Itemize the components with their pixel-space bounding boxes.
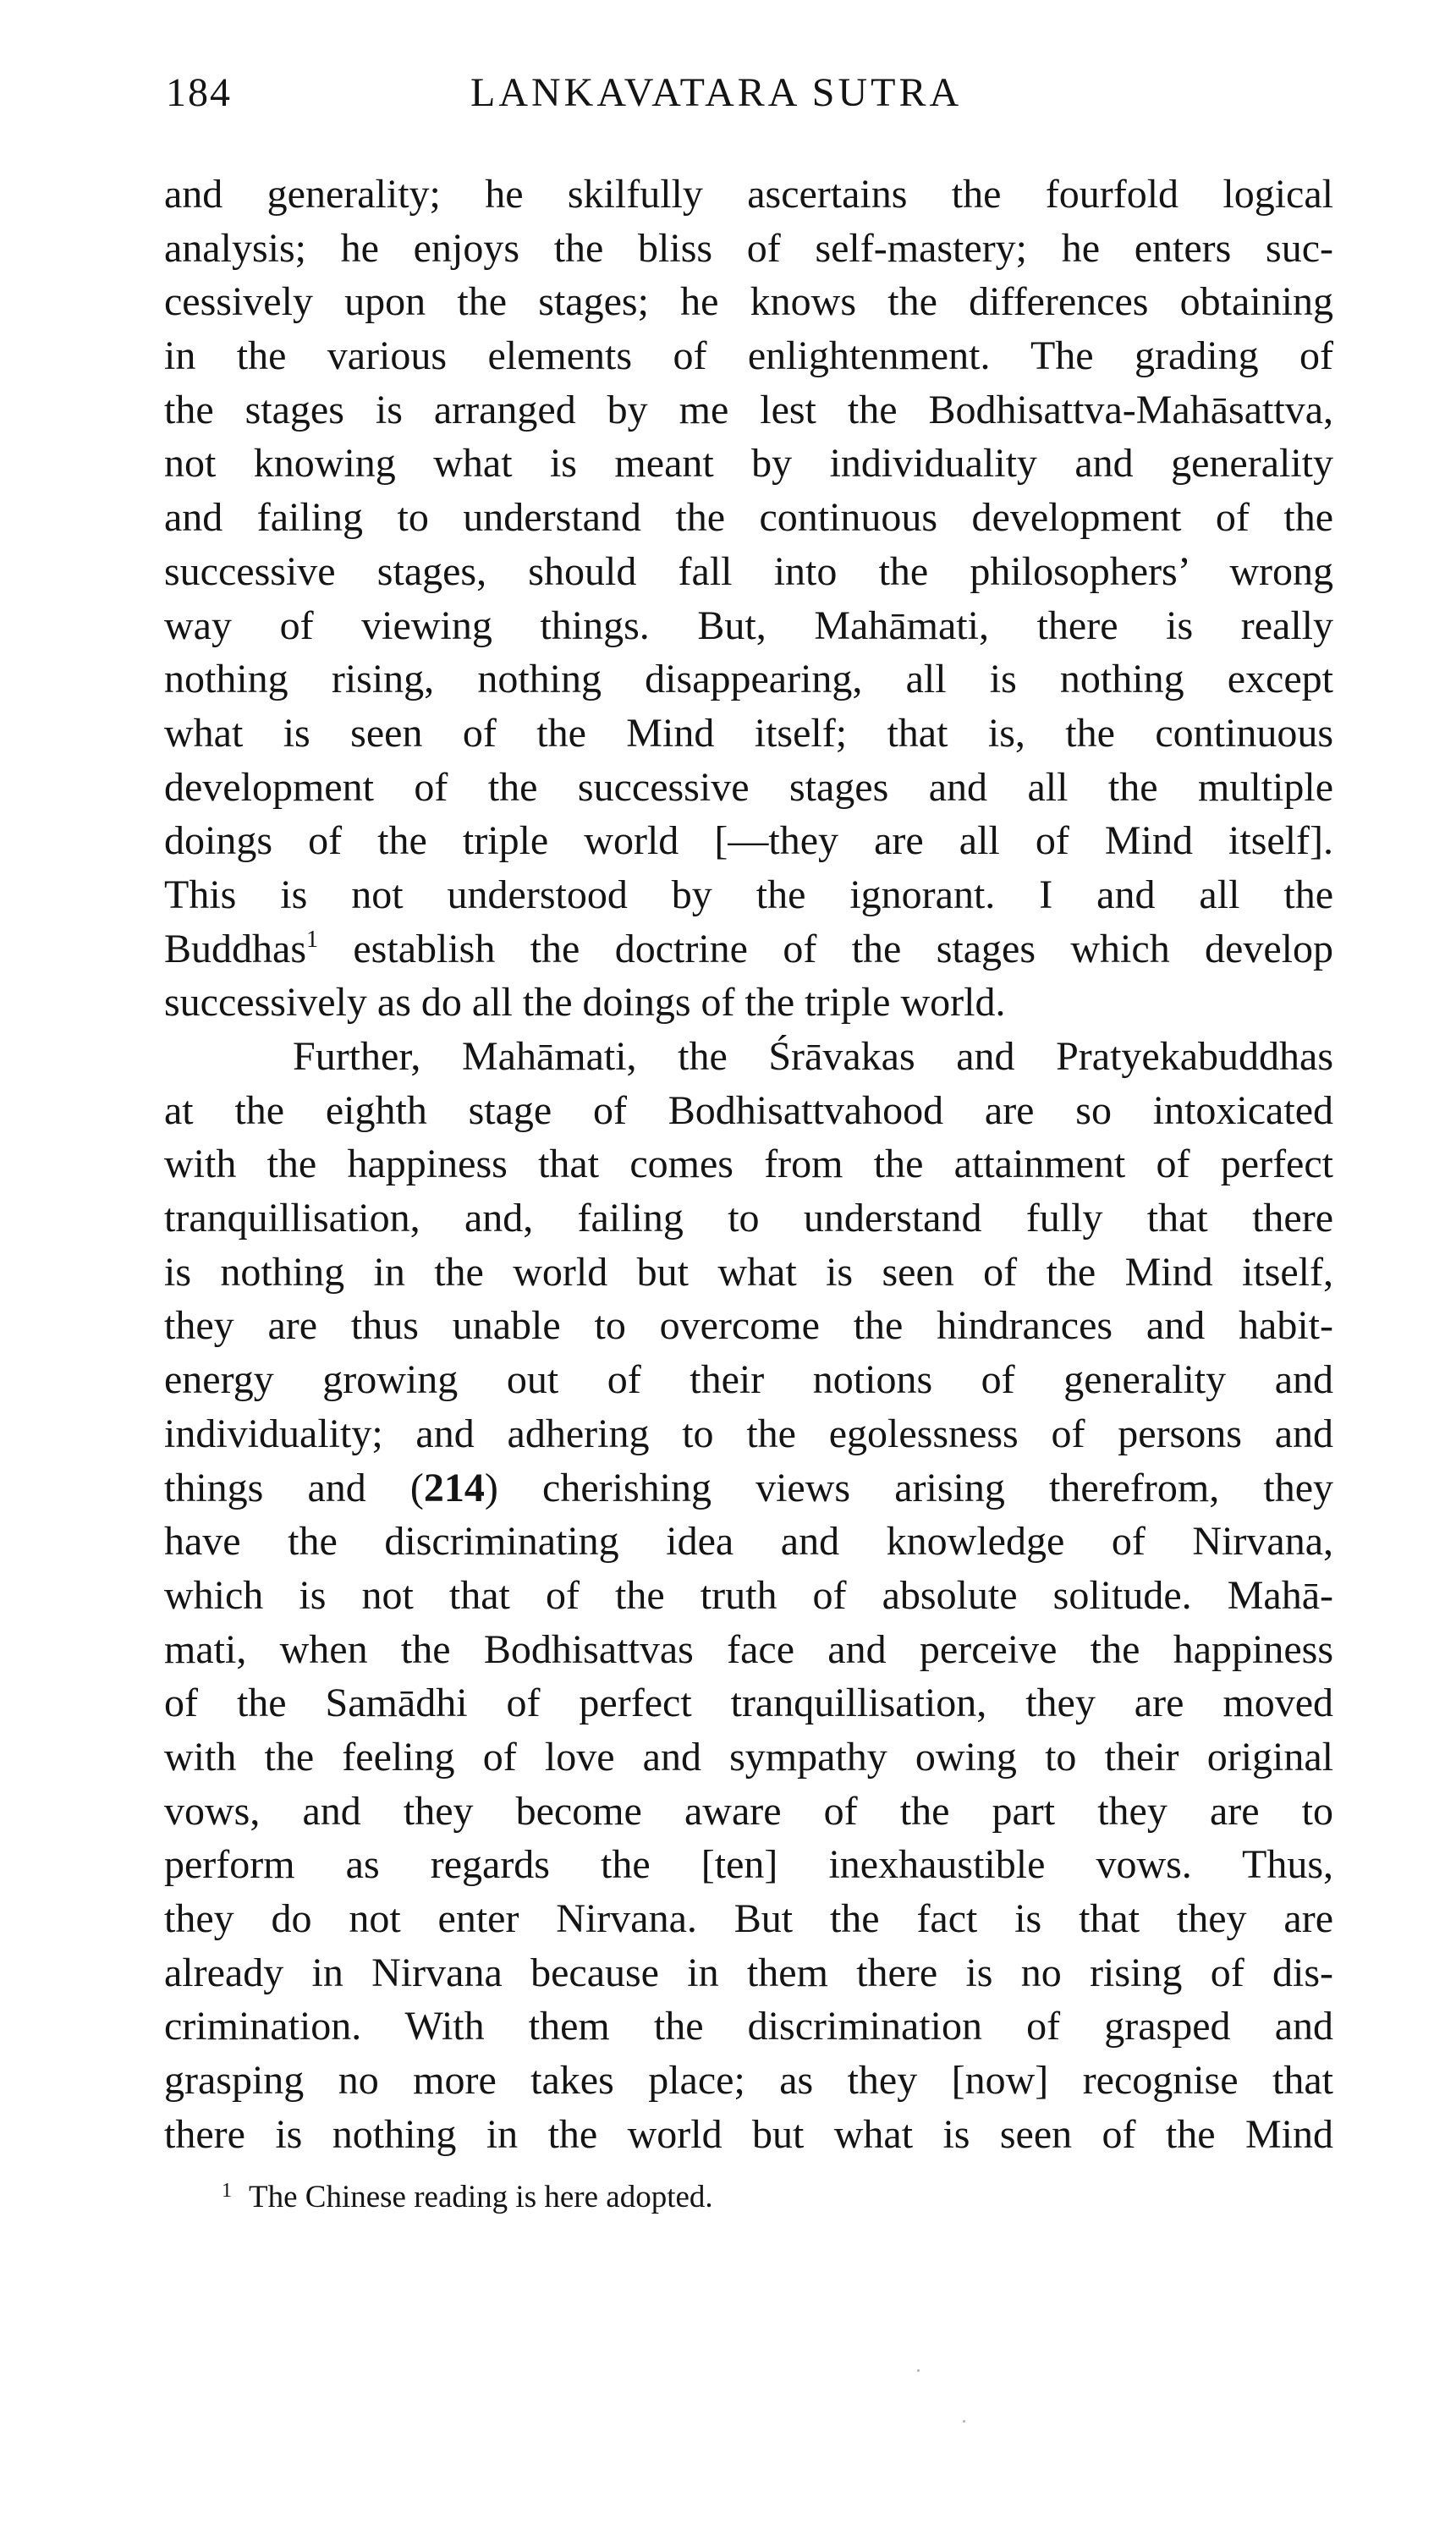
text-line: way of viewing things. But, Mahāmati, there is really [164, 602, 1333, 648]
text-segment: establish the doctrine of the stages which develop [318, 926, 1333, 971]
text-line: not knowing what is meant by individuality and generality [164, 441, 1333, 487]
text-line: what is seen of the Mind itself; that is, the continuous [164, 710, 1333, 756]
text-line: vows, and they become aware of the part they are to [164, 1788, 1333, 1834]
text-line: analysis; he enjoys the bliss of self-mastery; he enters suc- [164, 225, 1333, 271]
footnote-marker: 1 [222, 2180, 232, 2202]
text-line-with-footnote-ref [164, 922, 1333, 976]
text-line: with the happiness that comes from the attainment of perfect [164, 1141, 1333, 1187]
text-line: they do not enter Nirvana. But the fact is that they are [164, 1896, 1333, 1941]
text-line: successively as do all the doings of the triple world. [164, 980, 1006, 1026]
text-line: is nothing in the world but what is seen of the Mind itself, [164, 1249, 1333, 1295]
text-line: mati, when the Bodhisattvas face and perceive the happiness [164, 1626, 1333, 1672]
text-line: of the Samādhi of perfect tranquillisation, they are moved [164, 1681, 1333, 1726]
text-line: they are thus unable to overcome the hindrances and habit- [164, 1303, 1333, 1349]
text-line: which is not that of the truth of absolute solitude. Mahā- [164, 1572, 1333, 1618]
text-line: development of the successive stages and all the multiple [164, 764, 1333, 810]
page-number: 184 [166, 70, 232, 115]
text-line: perform as regards the [ten] inexhaustible vows. Thus, [164, 1842, 1333, 1888]
text-line: successive stages, should fall into the philosophers’ wrong [164, 548, 1333, 594]
scan-speck [963, 2420, 965, 2423]
running-title: LANKAVATARA SUTRA [470, 70, 963, 115]
text-line: and failing to understand the continuous development of the [164, 495, 1333, 541]
text-segment: ) cherishing views arising therefrom, they [484, 1465, 1333, 1510]
text-line: doings of the triple world [—they are all of Mind itself]. [164, 818, 1333, 864]
text-line: and generality; he skilfully ascertains the fourfold logical [164, 172, 1333, 217]
text-line: nothing rising, nothing disappearing, all is nothing except [164, 657, 1333, 702]
text-line: have the discriminating idea and knowledge of Nirvana, [164, 1519, 1333, 1565]
text-line: the stages is arranged by me lest the Bodhisattva-Mahāsattva, [164, 387, 1333, 432]
footnote-text: The Chinese reading is here adopted. [249, 2180, 713, 2214]
text-line: tranquillisation, and, failing to understand fully that there [164, 1196, 1333, 1241]
text-segment: Buddhas [164, 926, 306, 971]
scan-speck [917, 2369, 920, 2372]
running-head [166, 69, 1333, 129]
text-line: already in Nirvana because in them there is no rising of dis- [164, 1950, 1333, 1995]
text-line: energy growing out of their notions of generality and [164, 1357, 1333, 1403]
sanskrit-page-number: 214 [423, 1465, 485, 1510]
text-line: crimination. With them the discrimination of grasped and [164, 2004, 1333, 2049]
text-line: This is not understood by the ignorant. I and all the [164, 872, 1333, 917]
text-segment: things and ( [164, 1465, 424, 1510]
text-line: in the various elements of enlightenment. The grading of [164, 333, 1333, 379]
text-line-with-marginal-number [164, 1461, 1333, 1516]
text-line: cessively upon the stages; he knows the differences obtaining [164, 279, 1333, 325]
body-text [164, 168, 1333, 2161]
text-line: grasping no more takes place; as they [now] recognise that [164, 2058, 1333, 2104]
text-line: individuality; and adhering to the egolessness of persons and [164, 1411, 1333, 1456]
text-line: with the feeling of love and sympathy owing to their original [164, 1734, 1333, 1780]
paragraph-first-line: Further, Mahāmati, the Śrāvakas and Pratyekabuddhas [293, 1034, 1333, 1079]
text-line: at the eighth stage of Bodhisattvahood are so intoxicated [164, 1087, 1333, 1133]
text-line: there is nothing in the world but what is seen of the Mind [164, 2111, 1333, 2157]
footnote-reference: 1 [306, 926, 318, 953]
footnote [222, 2170, 713, 2219]
